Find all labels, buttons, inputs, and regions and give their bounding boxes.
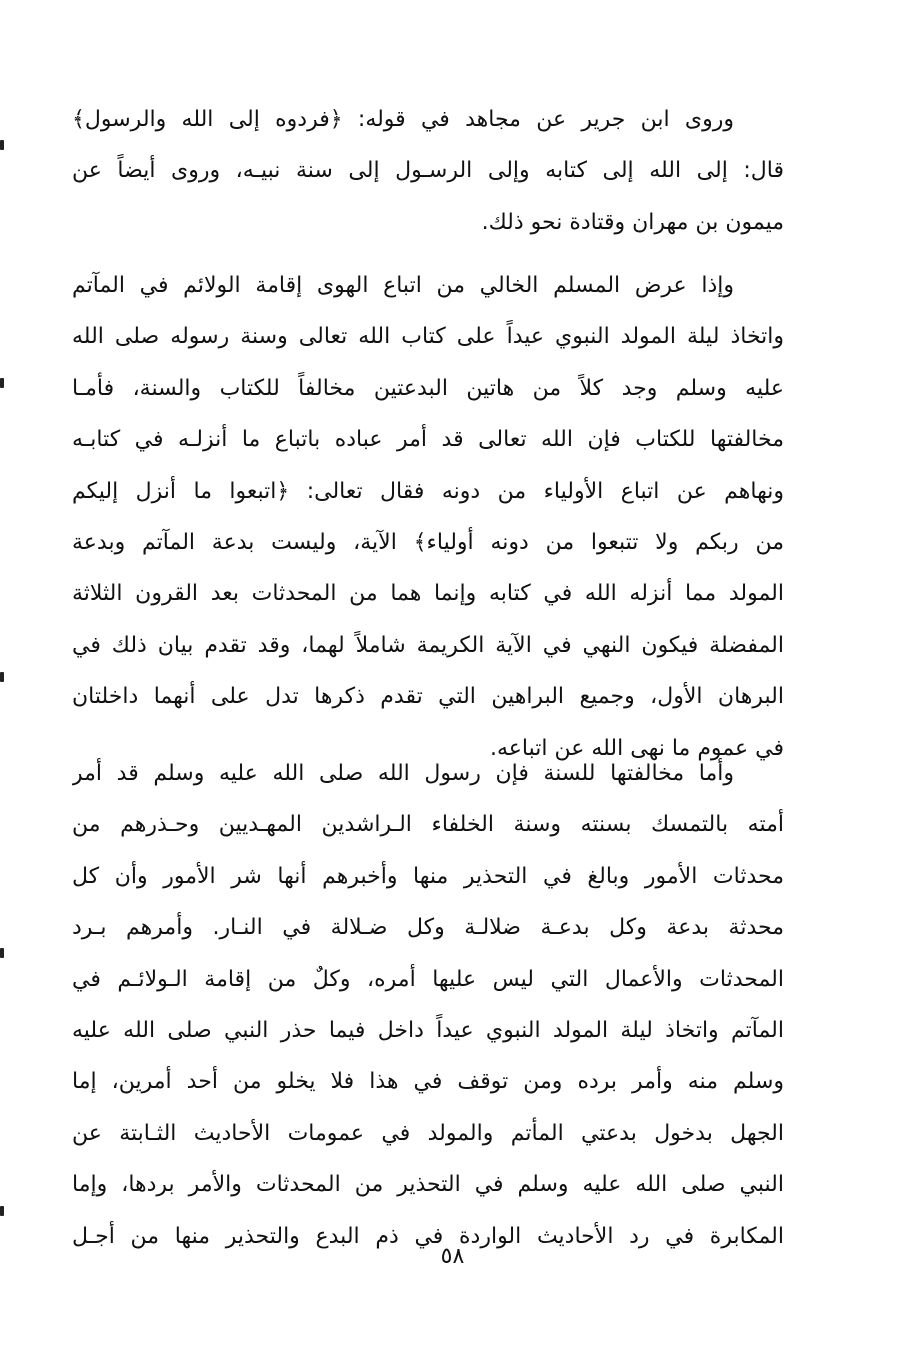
scan-margin-mark	[0, 948, 4, 958]
text-line: ميمون بن مهران وقتادة نحو ذلك.	[481, 209, 784, 235]
scan-margin-mark	[0, 1206, 4, 1216]
paragraph-1	[72, 94, 784, 248]
text-line: في عموم ما نهى الله عن اتباعه.	[490, 735, 784, 761]
text-line: وإذا عرض المسلم الخالي من اتباع الهوى إقامة الولائم في المآتم	[72, 273, 734, 298]
text-line: المكابرة في رد الأحاديث الواردة في ذم البدع والتحذير منها من أجـل	[72, 1223, 784, 1249]
text-line: قال: إلى الله إلى كتابه وإلى الرسـول إلى سنة نبيـه، وروى أيضاً عن	[72, 158, 784, 184]
text-line: عليه وسلم وجد كلاً من هاتين البدعتين مخالفاً للكتاب والسنة، فأمـا	[72, 375, 784, 401]
text-line: محدثة بدعة وكل بدعـة ضلالـة وكل ضـلالة في النـار. وأمرهم بـرد	[72, 915, 784, 941]
text-line: ونهاهم عن اتباع الأولياء من دونه فقال تعالى: ﴿اتبعوا ما أنزل إليكم	[72, 478, 784, 504]
paragraph-2	[72, 260, 784, 774]
text-line: محدثات الأمور وبالغ في التحذير منها وأخبرهم أنها شر الأمور وأن كل	[72, 863, 784, 889]
text-line: وأما مخالفتها للسنة فإن رسول الله صلى الله عليه وسلم قد أمر	[72, 761, 734, 786]
text-line: واتخاذ ليلة المولد النبوي عيداً على كتاب الله تعالى وسنة رسوله صلى الله	[72, 324, 784, 350]
text-line: أمته بالتمسك بسنته وسنة الخلفاء الـراشدين المهـديين وحـذرهم من	[72, 812, 784, 838]
text-line: الجهل بدخول بدعتي المأتم والمولد في عمومات الأحاديث الثـابتة عن	[72, 1120, 784, 1146]
paragraph-3	[72, 748, 784, 1262]
scan-margin-mark	[0, 140, 4, 150]
text-line: من ربكم ولا تتبعوا من دونه أولياء﴾ الآية، وليست بدعة المآتم وبدعة	[72, 529, 784, 555]
page-number: ٥٨	[440, 1244, 465, 1269]
text-line: مخالفتها للكتاب فإن الله تعالى قد أمر عباده باتباع ما أنزلـه في كتابـه	[72, 427, 784, 453]
text-line: وروى ابن جرير عن مجاهد في قوله: ﴿فردوه إلى الله والرسول﴾	[72, 107, 734, 132]
text-line: وسلم منه وأمر برده ومن توقف في هذا فلا يخلو من أحد أمرين، إما	[72, 1069, 784, 1095]
text-line: المولد مما أنزله الله في كتابه وإنما هما من المحدثات بعد القرون الثلاثة	[72, 581, 784, 607]
text-line: المحدثات والأعمال التي ليس عليها أمره، وكلٌ من إقامة الـولائـم في	[72, 966, 784, 992]
text-line: النبي صلى الله عليه وسلم في التحذير من المحدثات والأمر بردها، وإما	[72, 1172, 784, 1198]
scan-margin-mark	[0, 378, 4, 388]
scan-margin-mark	[0, 672, 4, 682]
text-line: المفضلة فيكون النهي في الآية الكريمة شاملاً لهما، وقد تقدم بيان ذلك في	[72, 632, 784, 658]
text-line: البرهان الأول، وجميع البراهين التي تقدم ذكرها تدل على أنهما داخلتان	[72, 684, 784, 710]
text-line: المآتم واتخاذ ليلة المولد النبوي عيداً داخل فيما حذر النبي صلى الله عليه	[72, 1017, 784, 1043]
